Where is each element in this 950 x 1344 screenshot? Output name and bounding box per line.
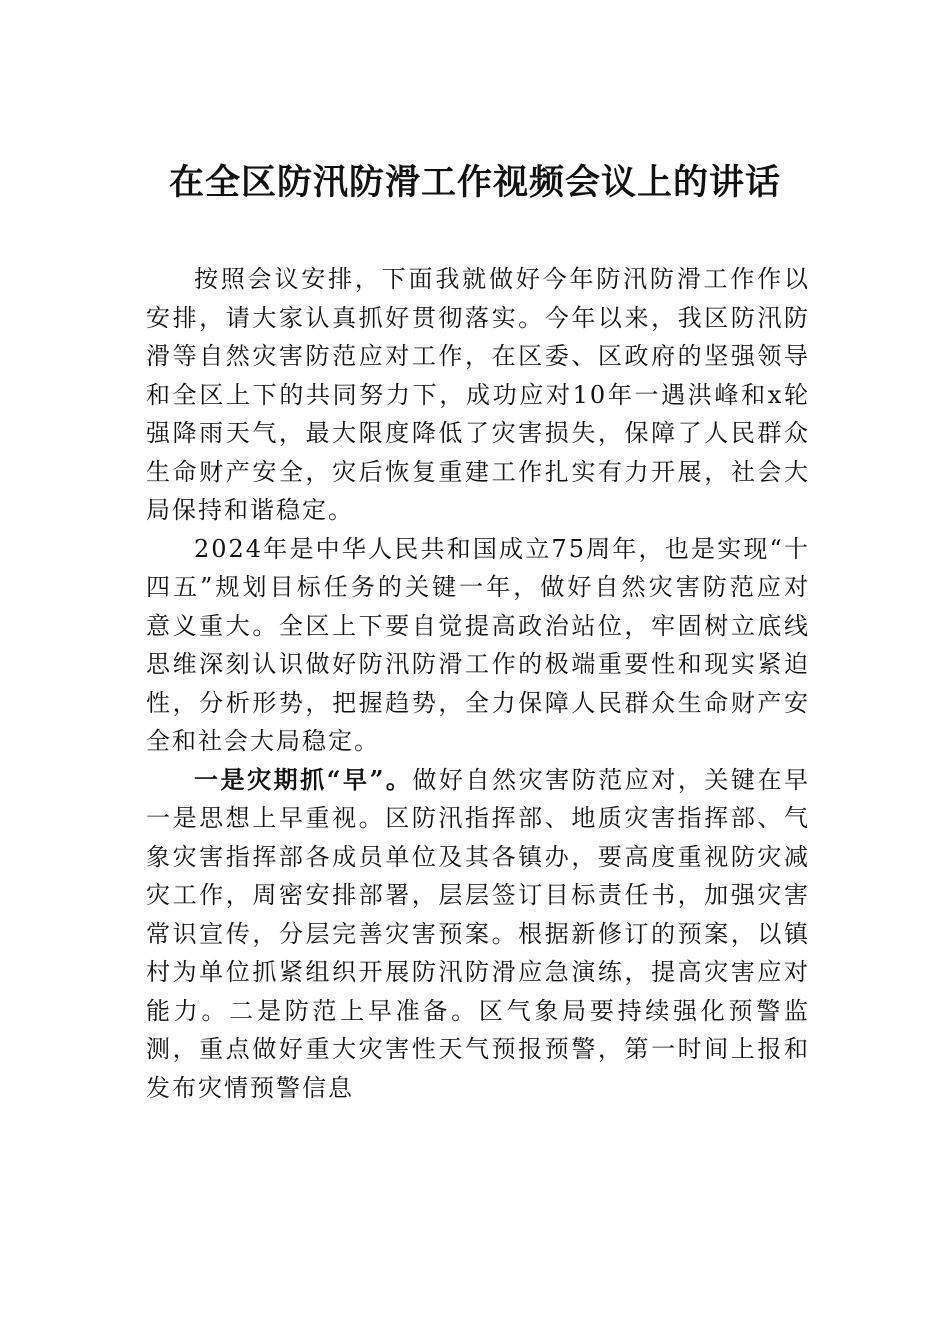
document-body (146, 260, 810, 1107)
paragraph-3-lead: 一是灾期抓“早”。 (194, 764, 413, 794)
paragraph-3-text: 做好自然灾害防范应对，关键在早一是思想上早重视。区防汛指挥部、地质灾害指挥部、气象灾害指挥部各成员单位及其各镇办，要高度重视防灾减灾工作，周密安排部署，层层签订目标责任书，加强灾害常识宣传，分层完善灾害预案。根据新修订的预案，以镇村为单位抓紧组织开展防汛防滑应急演练，提高灾害应对能力。二是防范上早准备。区气象局要持续强化预警监测，重点做好重大灾害性天气预报预警，第一时间上报和发布灾情预警信息 (146, 765, 811, 1102)
paragraph-1-text: 按照会议安排，下面我就做好今年防汛防滑工作作以安排，请大家认真抓好贯彻落实。今年以来，我区防汛防滑等自然灾害防范应对工作，在区委、区政府的坚强领导和全区上下的共同努力下，成功应对10年一遇洪峰和x轮强降雨天气，最大限度降低了灾害损失，保障了人民群众生命财产安全，灾后恢复重建工作扎实有力开展，社会大局保持和谐稳定。 (146, 265, 810, 524)
paragraph-3 (146, 761, 810, 1108)
document-title: 在全区防汛防滑工作视频会议上的讲话 (168, 162, 781, 203)
paragraph-1 (146, 260, 810, 530)
paragraph-2 (146, 530, 810, 761)
paragraph-2-text: 2024年是中华人民共和国成立75周年，也是实现“十四五”规划目标任务的关键一年，做好自然灾害防范应对意义重大。全区上下要自觉提高政治站位，牢固树立底线思维深刻认识做好防汛防滑工作的极端重要性和现实紧迫性，分析形势，把握趋势，全力保障人民群众生命财产安全和社会大局稳定。 (146, 534, 810, 755)
